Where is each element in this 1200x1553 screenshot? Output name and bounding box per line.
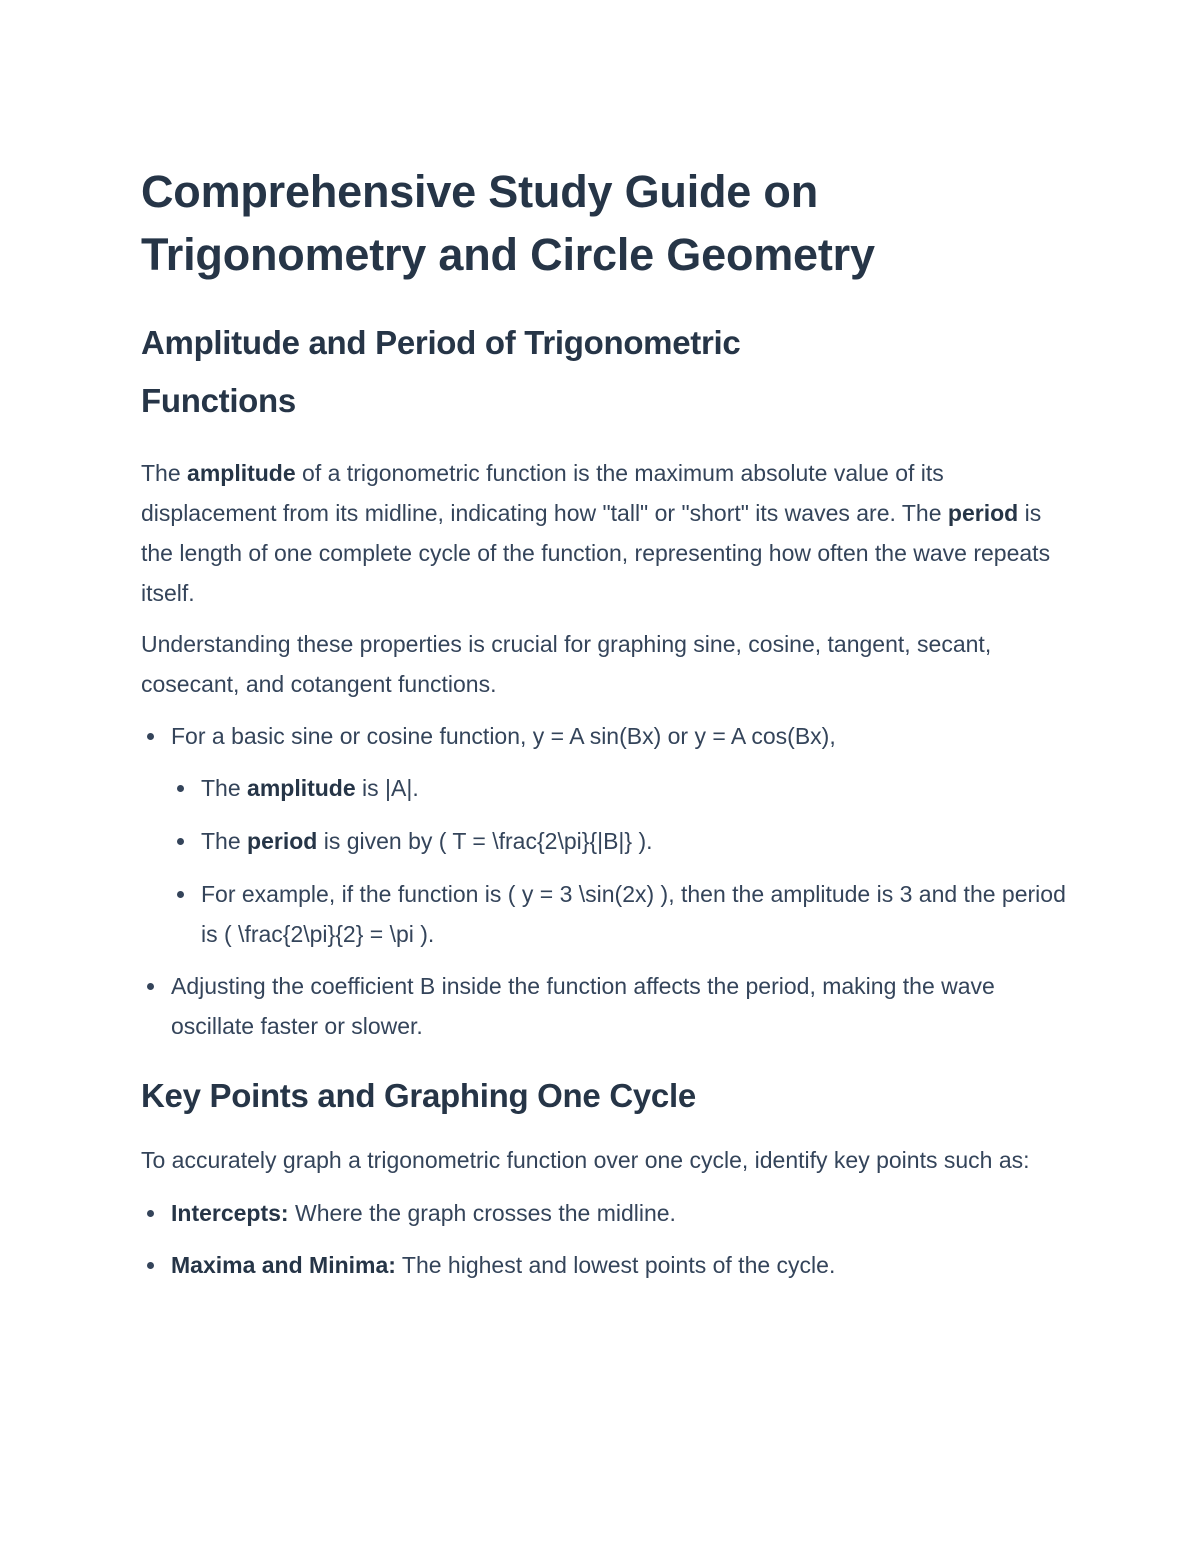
text-run: The <box>141 460 188 486</box>
list-item-text: For example, if the function is ( y = 3 \sin(2x) ), then the amplitude is 3 and the period is ( \frac{2\pi}{2} = \pi ). <box>201 881 1066 947</box>
bullet-icon <box>147 983 154 990</box>
bold-term-period: period <box>247 828 318 854</box>
list-item <box>171 966 1071 1046</box>
list-item <box>171 1245 1071 1285</box>
section-heading-line-1: Amplitude and Period of Trigonometric <box>141 324 741 361</box>
bullet-icon <box>177 891 184 898</box>
paragraph-amplitude-definition <box>141 453 1071 613</box>
bold-term-maxima-minima: Maxima and Minima: <box>171 1252 396 1278</box>
page-title-line-2: Trigonometry and Circle Geometry <box>141 229 875 280</box>
bullet-icon <box>147 1210 154 1217</box>
bullet-icon <box>177 838 184 845</box>
section-heading-key-points: Key Points and Graphing One Cycle <box>141 1077 696 1114</box>
document-page <box>141 160 1071 1285</box>
list-item <box>171 1193 1071 1233</box>
bullet-icon <box>147 733 154 740</box>
bold-term-period: period <box>947 500 1019 526</box>
text-run: The highest and lowest points of the cycle. <box>395 1252 836 1278</box>
bold-term-amplitude: amplitude <box>187 460 296 486</box>
text-run: of a trigonometric function is the maximum absolute value of its displacement from its midline, indicating how "tall" or "short" its waves are. The <box>141 460 948 526</box>
list-item <box>201 768 1071 808</box>
list-item <box>171 716 1071 954</box>
list-item-text: Adjusting the coefficient B inside the function affects the period, making the wave oscillate faster or slower. <box>171 973 995 1039</box>
text-run: The <box>201 828 248 854</box>
bullet-icon <box>177 785 184 792</box>
page-title-line-1: Comprehensive Study Guide on <box>141 166 819 217</box>
list-item-text: For a basic sine or cosine function, y = A sin(Bx) or y = A cos(Bx), <box>171 723 836 749</box>
text-run: is the length of one complete cycle of the function, representing how often the wave repeats itself. <box>141 500 1051 606</box>
text-run: is given by ( T = \frac{2\pi}{|B|} ). <box>317 828 653 854</box>
bullet-list-amplitude-period <box>141 716 1071 1046</box>
text-run: Where the graph crosses the midline. <box>288 1200 676 1226</box>
section-heading-line-2: Functions <box>141 382 296 419</box>
bullet-icon <box>147 1262 154 1269</box>
page-title <box>141 160 1071 286</box>
text-run: is |A|. <box>355 775 419 801</box>
bold-term-amplitude: amplitude <box>247 775 356 801</box>
paragraph-properties: Understanding these properties is crucial for graphing sine, cosine, tangent, secant, cosecant, and cotangent functions. <box>141 631 992 697</box>
section-heading-amplitude-period <box>141 314 1071 430</box>
nested-bullet-list <box>171 768 1071 954</box>
text-run: The <box>201 775 248 801</box>
list-item <box>201 821 1071 861</box>
paragraph-key-points-intro: To accurately graph a trigonometric function over one cycle, identify key points such as: <box>141 1147 1030 1173</box>
bullet-list-key-points <box>141 1193 1071 1285</box>
bold-term-intercepts: Intercepts: <box>171 1200 289 1226</box>
list-item <box>201 874 1071 954</box>
